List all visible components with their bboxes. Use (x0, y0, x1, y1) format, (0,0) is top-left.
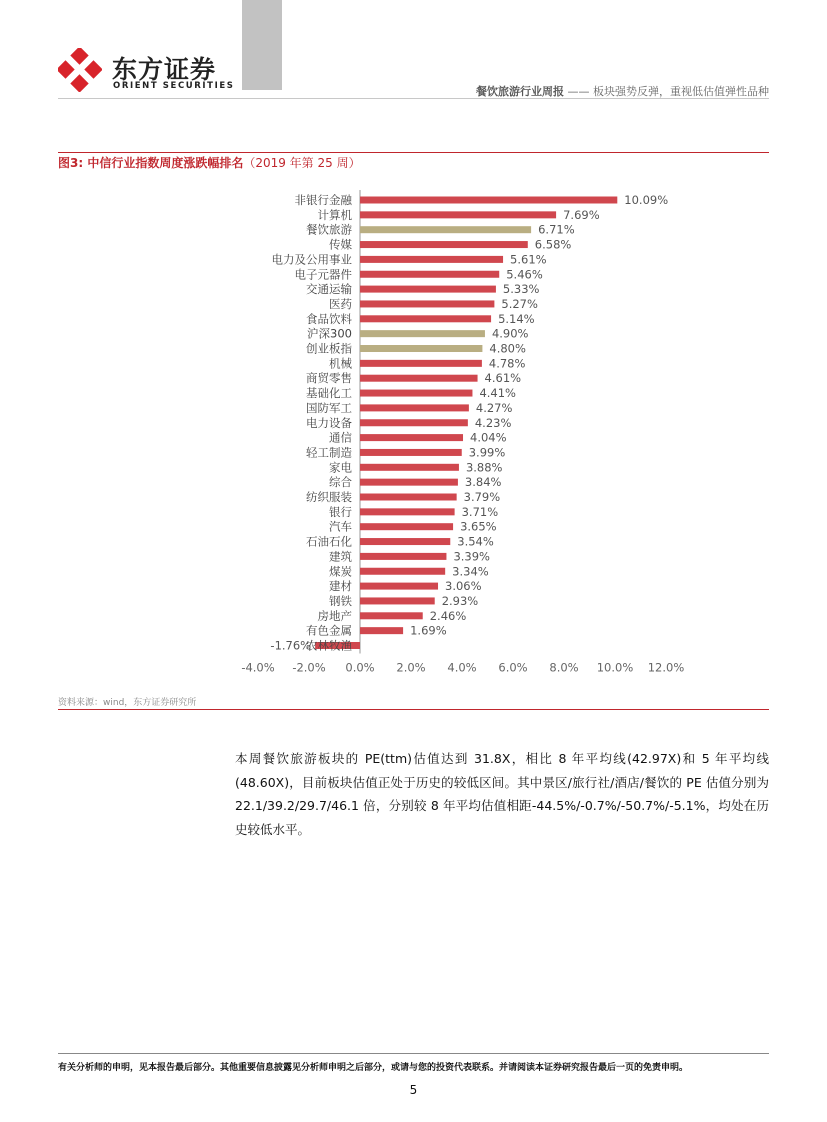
bar (360, 211, 556, 218)
logo-chinese-name: 东方证券 (112, 55, 217, 84)
bar (360, 494, 457, 501)
data-label: 1.69% (410, 623, 447, 638)
category-label: 基础化工 (306, 386, 352, 401)
data-label: 3.06% (445, 579, 482, 594)
bar (360, 583, 438, 590)
figure-title-period: （2019 年第 25 周） (243, 156, 361, 170)
data-label: 4.27% (475, 400, 513, 415)
data-label: 5.33% (502, 282, 540, 297)
data-label: 3.39% (453, 549, 490, 564)
bar (360, 449, 462, 456)
category-label: 创业板指 (306, 341, 352, 356)
category-label: 建筑 (329, 549, 352, 564)
category-label: 钢铁 (329, 593, 352, 608)
data-label: 2.93% (441, 593, 479, 608)
category-label: 商贸零售 (306, 371, 352, 386)
bar (360, 226, 531, 233)
logo-english-name: ORIENT SECURITIES (113, 81, 235, 91)
category-label: 家电 (329, 460, 352, 475)
industry-weekly-change-chart (58, 178, 769, 683)
category-label: 传媒 (329, 237, 352, 252)
data-label: -1.76% (270, 638, 312, 653)
company-logo (58, 48, 235, 94)
category-label: 非银行金融 (294, 193, 352, 207)
x-tick-label: -2.0% (292, 660, 326, 675)
figure-title-main: 图3: 中信行业指数周度涨跌幅排名 (58, 156, 244, 170)
category-label: 机械 (329, 356, 352, 371)
category-label: 食品饮料 (306, 311, 352, 326)
data-label: 4.61% (484, 371, 522, 386)
category-label: 餐饮旅游 (306, 222, 352, 237)
figure-source: 资料来源：wind，东方证券研究所 (58, 698, 197, 708)
category-label: 建材 (329, 579, 352, 594)
bar (360, 464, 459, 471)
data-label: 5.14% (498, 311, 535, 326)
bar (360, 538, 450, 545)
category-label: 综合 (329, 475, 352, 490)
bar (360, 241, 528, 248)
bar (360, 315, 491, 322)
data-label: 5.46% (506, 267, 543, 282)
figure-title (58, 154, 361, 171)
category-label: 医药 (329, 296, 352, 311)
bar (360, 197, 617, 204)
data-label: 5.27% (501, 296, 538, 311)
figure-bottom-rule (58, 709, 769, 710)
data-label: 3.54% (457, 534, 494, 549)
bar (360, 256, 503, 263)
data-label: 3.88% (465, 460, 503, 475)
bar (360, 390, 472, 397)
data-label: 6.71% (538, 222, 575, 237)
bar (360, 612, 423, 619)
category-label: 石油石化 (306, 534, 352, 549)
x-tick-label: 12.0% (647, 660, 685, 675)
data-label: 4.41% (479, 386, 517, 401)
bar (360, 523, 453, 530)
category-label: 纺织服装 (306, 490, 352, 504)
data-label: 4.78% (488, 356, 526, 371)
category-label: 交通运输 (306, 282, 352, 297)
data-label: 4.23% (474, 415, 512, 430)
category-label: 电子元器件 (294, 267, 352, 282)
category-label: 汽车 (329, 519, 352, 534)
bar (360, 375, 478, 382)
x-tick-label: 0.0% (345, 660, 375, 675)
x-tick-label: 2.0% (396, 660, 426, 675)
category-label: 国防军工 (306, 400, 352, 415)
footer-divider (58, 1053, 769, 1054)
footer-disclaimer: 有关分析师的申明，见本报告最后部分。其他重要信息披露见分析师申明之后部分，或请与您的投资代表联系。并请阅读本证券研究报告最后一页的免责申明。 (58, 1063, 689, 1073)
bar (360, 568, 445, 575)
figure-top-rule (58, 152, 769, 153)
bar (360, 330, 485, 337)
data-label: 3.65% (460, 519, 497, 534)
category-label: 房地产 (317, 608, 352, 623)
data-label: 4.80% (489, 341, 526, 356)
report-series: 餐饮旅游行业周报 (476, 85, 564, 98)
x-tick-label: -4.0% (241, 660, 275, 675)
bar (360, 508, 455, 515)
category-label: 银行 (329, 504, 352, 519)
orient-logo-icon (58, 48, 102, 92)
bar-chart-svg (58, 178, 769, 683)
data-label: 3.34% (452, 564, 489, 579)
bar (360, 286, 496, 293)
bar (360, 419, 468, 426)
category-label: 有色金属 (306, 623, 352, 638)
page-number: 5 (409, 1083, 418, 1097)
bar (360, 404, 469, 411)
category-label: 轻工制造 (306, 445, 352, 460)
bar (360, 553, 446, 560)
data-label: 4.04% (470, 430, 507, 445)
category-label: 通信 (329, 430, 352, 445)
data-label: 4.90% (491, 326, 529, 341)
category-label: 电力设备 (306, 415, 352, 430)
bar (360, 627, 403, 634)
category-label: 煤炭 (329, 564, 352, 579)
category-label: 电力及公用事业 (271, 252, 352, 267)
data-label: 3.79% (463, 490, 501, 504)
data-label: 5.61% (510, 252, 547, 267)
x-tick-label: 8.0% (549, 660, 579, 675)
data-label: 3.71% (461, 504, 499, 519)
bar (360, 597, 435, 604)
bar (360, 434, 463, 441)
x-tick-label: 6.0% (498, 660, 528, 675)
data-label: 3.84% (464, 475, 502, 490)
bar (360, 479, 458, 486)
data-label: 10.09% (624, 193, 669, 207)
header-tab-decoration (242, 0, 282, 90)
report-header-title (476, 83, 769, 99)
category-label: 沪深300 (307, 326, 352, 341)
bar (360, 271, 499, 278)
report-subtitle: —— 板块强势反弹，重视低估值弹性品种 (564, 85, 769, 98)
data-label: 6.58% (534, 237, 572, 252)
x-tick-label: 10.0% (596, 660, 634, 675)
category-label: 计算机 (317, 207, 352, 222)
data-label: 3.99% (468, 445, 506, 460)
bar (360, 300, 494, 307)
data-label: 2.46% (429, 608, 467, 623)
bar (360, 345, 482, 352)
category-label: 农林牧渔 (306, 638, 352, 653)
body-paragraph: 本周餐饮旅游板块的 PE(ttm)估值达到 31.8X，相比 8 年平均线(42.97X)和 5 年平均线(48.60X)，目前板块估值正处于历史的较低区间。其中景区/旅行社/酒店/餐饮的 PE 估值分别为 22.1/39.2/29.7/46.1 倍，分别较 8 年平均估值相距-44.5%/-0.7%/-50.7%/-5.1%，均处在历史较低水平。 (235, 751, 769, 837)
data-label: 7.69% (563, 207, 600, 222)
header-divider (58, 98, 769, 99)
x-tick-label: 4.0% (447, 660, 477, 675)
bar (360, 360, 482, 367)
